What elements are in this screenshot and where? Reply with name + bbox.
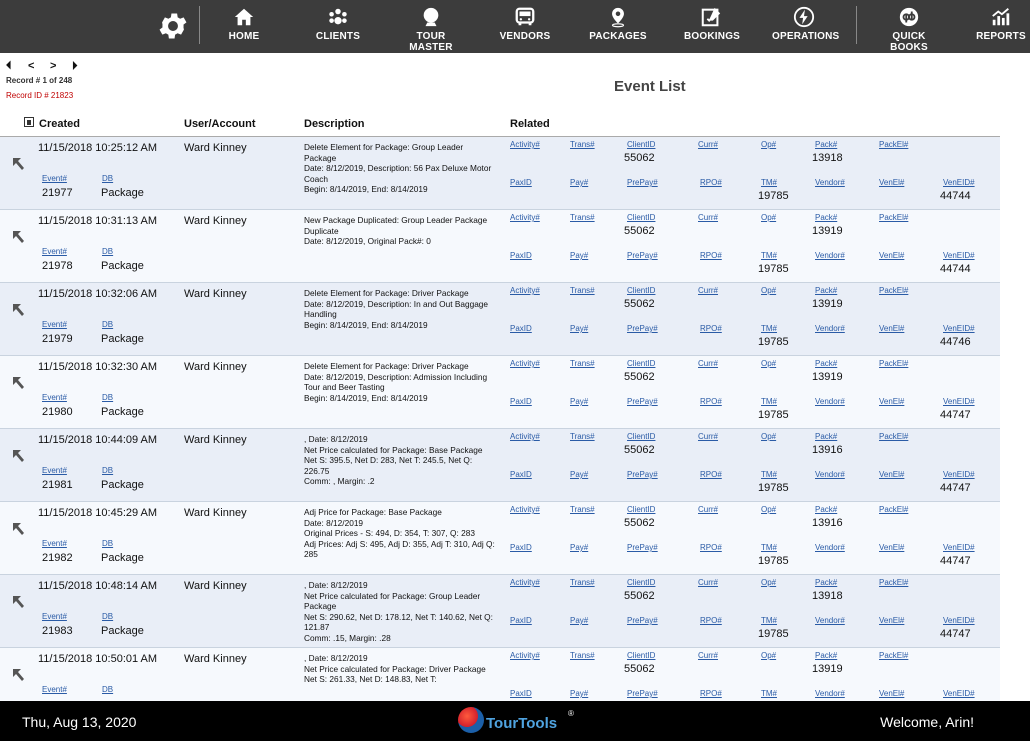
activity-link[interactable]: Activity# [510, 505, 540, 514]
nav-quick-books[interactable] [874, 6, 944, 53]
paxid-link[interactable]: PaxID [510, 543, 532, 552]
db-name: Package [101, 552, 144, 564]
paxid-link[interactable]: PaxID [510, 324, 532, 333]
pack-value: 13919 [812, 371, 843, 383]
description-text: New Package Duplicated: Group Leader Package Duplicate Date: 8/12/2019, Original Pack#: 0 [304, 215, 488, 246]
first-record-button[interactable]: ⏴ [6, 59, 12, 72]
description-text: Delete Element for Package: Driver Package Date: 8/12/2019, Description: Admission Including Tour and Beer Tasting Begin: 8/14/2019, End: 8/14/2019 [304, 361, 488, 403]
db-name: Package [101, 479, 144, 491]
vendor-link[interactable]: Vendor# [815, 178, 845, 187]
table-row[interactable] [0, 502, 1000, 575]
trans-link[interactable]: Trans# [570, 578, 595, 587]
column-description[interactable]: Description [304, 118, 365, 130]
op-link[interactable]: Op# [761, 578, 777, 587]
op-link[interactable]: Op# [761, 140, 777, 149]
user-account: Ward Kinney [184, 361, 247, 373]
curr-link[interactable]: Curr# [698, 213, 719, 222]
tm-value: 19785 [758, 190, 789, 202]
activity-link[interactable]: Activity# [510, 578, 540, 587]
op-link[interactable]: Op# [761, 432, 777, 441]
column-user-account[interactable]: User/Account [184, 118, 256, 130]
clientid-link[interactable]: ClientID [627, 213, 656, 222]
clientid-value: 55062 [624, 225, 655, 237]
activity-link[interactable]: Activity# [510, 213, 540, 222]
map-pin-icon [607, 6, 629, 28]
clientid-value: 55062 [624, 298, 655, 310]
gear-icon[interactable] [156, 9, 190, 43]
created-datetime: 11/15/2018 10:48:14 AM [38, 580, 158, 592]
column-headers [0, 116, 1030, 136]
home-icon [233, 6, 255, 28]
nav-tour-master-label: TOUR MASTER [409, 31, 453, 53]
open-record-arrow-icon[interactable] [11, 448, 25, 464]
pack-link[interactable]: Pack# [815, 432, 838, 441]
curr-link[interactable]: Curr# [698, 578, 719, 587]
created-datetime: 11/15/2018 10:32:30 AM [38, 361, 158, 373]
open-record-arrow-icon[interactable] [11, 594, 25, 610]
tourtools-logo [458, 707, 578, 737]
clientid-value: 55062 [624, 371, 655, 383]
table-row[interactable] [0, 283, 1000, 356]
user-account: Ward Kinney [184, 215, 247, 227]
pack-link[interactable]: Pack# [815, 505, 838, 514]
db-link[interactable]: DB [102, 685, 114, 694]
open-record-arrow-icon[interactable] [11, 229, 25, 245]
clientid-value: 55062 [624, 152, 655, 164]
db-name: Package [101, 260, 144, 272]
nav-bookings[interactable] [684, 6, 741, 48]
tm-link[interactable]: TM# [761, 324, 777, 333]
nav-reports-label: REPORTS [976, 31, 1026, 42]
rpo-link[interactable]: RPO# [700, 251, 722, 260]
event-number-link[interactable]: Event# [42, 466, 67, 475]
nav-vendors-label: VENDORS [499, 31, 551, 42]
user-account: Ward Kinney [184, 288, 247, 300]
clientid-link[interactable]: ClientID [627, 359, 656, 368]
paxid-link[interactable]: PaxID [510, 397, 532, 406]
tm-value: 19785 [758, 628, 789, 640]
prepay-link[interactable]: PrePay# [627, 689, 658, 698]
description-text: , Date: 8/12/2019 Net Price calculated for Package: Base Package Net S: 395.5, Net D: 283, Net T: 245.5, Net Q: 226.75 Comm: , Margin: .2 [304, 434, 483, 486]
prepay-link[interactable]: PrePay# [627, 324, 658, 333]
footer [0, 701, 1030, 741]
logo-text: TourTools [486, 715, 558, 732]
paxid-link[interactable]: PaxID [510, 616, 532, 625]
venel-link[interactable]: VenEl# [879, 470, 905, 479]
tm-link[interactable]: TM# [761, 251, 777, 260]
curr-link[interactable]: Curr# [698, 359, 719, 368]
user-account: Ward Kinney [184, 507, 247, 519]
veneid-link[interactable]: VenEID# [943, 689, 975, 698]
prepay-link[interactable]: PrePay# [627, 616, 658, 625]
venel-link[interactable]: VenEl# [879, 324, 905, 333]
created-datetime: 11/15/2018 10:45:29 AM [38, 507, 158, 519]
open-record-arrow-icon[interactable] [11, 302, 25, 318]
created-datetime: 11/15/2018 10:31:13 AM [38, 215, 158, 227]
db-link[interactable]: DB [102, 466, 114, 475]
event-number: 21981 [42, 479, 73, 491]
clientid-link[interactable]: ClientID [627, 140, 656, 149]
open-record-arrow-icon[interactable] [11, 521, 25, 537]
venel-link[interactable]: VenEl# [879, 543, 905, 552]
description-text: Delete Element for Package: Driver Package Date: 8/12/2019, Description: In and Out Baggage Handling Begin: 8/14/2019, End: 8/14/2019 [304, 288, 489, 330]
pay-link[interactable]: Pay# [570, 616, 589, 625]
veneid-link[interactable]: VenEID# [943, 616, 975, 625]
venel-link[interactable]: VenEl# [879, 689, 905, 698]
pack-value: 13918 [812, 152, 843, 164]
table-row[interactable] [0, 429, 1000, 502]
table-row[interactable] [0, 648, 1000, 701]
event-number: 21978 [42, 260, 73, 272]
rpo-link[interactable]: RPO# [700, 616, 722, 625]
packel-link[interactable]: PackEl# [879, 286, 909, 295]
pay-link[interactable]: Pay# [570, 470, 589, 479]
tm-value: 19785 [758, 482, 789, 494]
event-number-link[interactable]: Event# [42, 685, 67, 694]
paxid-link[interactable]: PaxID [510, 251, 532, 260]
footer-date: Thu, Aug 13, 2020 [22, 714, 137, 730]
last-record-button[interactable]: ⏵ [72, 59, 78, 72]
record-id: Record ID # 21823 [6, 91, 74, 100]
nav-home[interactable] [222, 6, 266, 48]
op-link[interactable]: Op# [761, 286, 777, 295]
pay-link[interactable]: Pay# [570, 689, 589, 698]
veneid-value: 44744 [940, 263, 971, 275]
clientid-value: 55062 [624, 444, 655, 456]
export-icon[interactable] [24, 117, 34, 127]
pack-value: 13919 [812, 225, 843, 237]
tm-value: 19785 [758, 409, 789, 421]
tour-master-icon [420, 6, 442, 28]
rpo-link[interactable]: RPO# [700, 397, 722, 406]
rpo-link[interactable]: RPO# [700, 324, 722, 333]
pay-link[interactable]: Pay# [570, 178, 589, 187]
pack-link[interactable]: Pack# [815, 286, 838, 295]
clientid-link[interactable]: ClientID [627, 286, 656, 295]
trans-link[interactable]: Trans# [570, 432, 595, 441]
vendor-link[interactable]: Vendor# [815, 543, 845, 552]
tm-link[interactable]: TM# [761, 689, 777, 698]
table-row[interactable] [0, 356, 1000, 429]
tm-link[interactable]: TM# [761, 616, 777, 625]
user-account: Ward Kinney [184, 653, 247, 665]
nav-vendors[interactable] [498, 6, 552, 48]
event-number: 21983 [42, 625, 73, 637]
db-link[interactable]: DB [102, 612, 114, 621]
rpo-link[interactable]: RPO# [700, 689, 722, 698]
open-record-arrow-icon[interactable] [11, 375, 25, 391]
nav-packages-label: PACKAGES [589, 31, 647, 42]
curr-link[interactable]: Curr# [698, 140, 719, 149]
vendor-link[interactable]: Vendor# [815, 470, 845, 479]
top-nav [0, 0, 1030, 53]
pay-link[interactable]: Pay# [570, 543, 589, 552]
event-number: 21982 [42, 552, 73, 564]
nav-divider [199, 6, 200, 44]
vendor-link[interactable]: Vendor# [815, 397, 845, 406]
clientid-link[interactable]: ClientID [627, 505, 656, 514]
paxid-link[interactable]: PaxID [510, 689, 532, 698]
trans-link[interactable]: Trans# [570, 359, 595, 368]
veneid-link[interactable]: VenEID# [943, 251, 975, 260]
table-row[interactable] [0, 137, 1000, 210]
quickbooks-icon [898, 6, 920, 28]
column-created[interactable]: Created [39, 118, 80, 130]
curr-link[interactable]: Curr# [698, 505, 719, 514]
veneid-link[interactable]: VenEID# [943, 397, 975, 406]
packel-link[interactable]: PackEl# [879, 213, 909, 222]
description-text: Adj Price for Package: Base Package Date: 8/12/2019 Original Prices - S: 494, D: 354, T: 307, Q: 283 Adj Prices: Adj S: 495, Adj D: 355, Adj T: 310, Adj Q: 285 [304, 507, 495, 559]
prepay-link[interactable]: PrePay# [627, 470, 658, 479]
venel-link[interactable]: VenEl# [879, 616, 905, 625]
veneid-value: 44746 [940, 336, 971, 348]
nav-tour-master[interactable] [394, 6, 468, 53]
event-number: 21979 [42, 333, 73, 345]
event-number-link[interactable]: Event# [42, 320, 67, 329]
nav-clients-label: CLIENTS [315, 31, 361, 42]
nav-bookings-label: BOOKINGS [684, 31, 741, 42]
venel-link[interactable]: VenEl# [879, 251, 905, 260]
packel-link[interactable]: PackEl# [879, 140, 909, 149]
table-row[interactable] [0, 210, 1000, 283]
nav-operations[interactable] [772, 6, 840, 48]
description-text: Delete Element for Package: Group Leader Package Date: 8/12/2019, Description: 56 Pax Deluxe Motor Coach Begin: 8/14/2019, End: 8/14/2019 [304, 142, 492, 194]
veneid-value: 44747 [940, 555, 971, 567]
pack-link[interactable]: Pack# [815, 651, 838, 660]
db-name: Package [101, 333, 144, 345]
pack-link[interactable]: Pack# [815, 359, 838, 368]
clientid-link[interactable]: ClientID [627, 432, 656, 441]
packel-link[interactable]: PackEl# [879, 432, 909, 441]
tm-value: 19785 [758, 263, 789, 275]
veneid-link[interactable]: VenEID# [943, 543, 975, 552]
db-name: Package [101, 187, 144, 199]
bus-icon [514, 6, 536, 28]
description-text: , Date: 8/12/2019 Net Price calculated for Package: Driver Package Net S: 261.33, Net D: 148.83, Net T: [304, 653, 486, 684]
pay-link[interactable]: Pay# [570, 251, 589, 260]
record-navigator [6, 58, 206, 100]
record-count: Record # 1 of 248 [6, 76, 73, 85]
paxid-link[interactable]: PaxID [510, 178, 532, 187]
db-name: Package [101, 625, 144, 637]
pack-value: 13919 [812, 298, 843, 310]
vendor-link[interactable]: Vendor# [815, 324, 845, 333]
user-account: Ward Kinney [184, 142, 247, 154]
trans-link[interactable]: Trans# [570, 651, 595, 660]
activity-link[interactable]: Activity# [510, 359, 540, 368]
next-record-button[interactable]: > [50, 60, 57, 72]
nav-home-label: HOME [228, 31, 260, 42]
activity-link[interactable]: Activity# [510, 651, 540, 660]
veneid-link[interactable]: VenEID# [943, 324, 975, 333]
event-list [0, 137, 1000, 701]
activity-link[interactable]: Activity# [510, 286, 540, 295]
nav-packages[interactable] [588, 6, 648, 48]
rpo-link[interactable]: RPO# [700, 178, 722, 187]
vendor-link[interactable]: Vendor# [815, 689, 845, 698]
packel-link[interactable]: PackEl# [879, 651, 909, 660]
previous-record-button[interactable]: < [28, 60, 35, 72]
packel-link[interactable]: PackEl# [879, 359, 909, 368]
veneid-value: 44747 [940, 409, 971, 421]
tm-value: 19785 [758, 555, 789, 567]
clientid-link[interactable]: ClientID [627, 651, 656, 660]
trans-link[interactable]: Trans# [570, 286, 595, 295]
tm-link[interactable]: TM# [761, 397, 777, 406]
user-account: Ward Kinney [184, 434, 247, 446]
reports-icon [990, 6, 1012, 28]
db-name: Package [101, 406, 144, 418]
nav-reports[interactable] [976, 6, 1026, 48]
description-text: , Date: 8/12/2019 Net Price calculated for Package: Group Leader Package Net S: 290.62, Net D: 178.12, Net T: 140.62, Net Q: 121.87 Comm: .15, Margin: .28 [304, 580, 493, 643]
globe-icon [458, 707, 484, 733]
curr-link[interactable]: Curr# [698, 432, 719, 441]
nav-clients[interactable] [312, 6, 364, 48]
prepay-link[interactable]: PrePay# [627, 251, 658, 260]
tm-link[interactable]: TM# [761, 470, 777, 479]
welcome-message: Welcome, Arin! [880, 714, 974, 730]
open-record-arrow-icon[interactable] [11, 667, 25, 683]
packel-link[interactable]: PackEl# [879, 578, 909, 587]
created-datetime: 11/15/2018 10:50:01 AM [38, 653, 158, 665]
clientid-value: 55062 [624, 590, 655, 602]
pack-link[interactable]: Pack# [815, 578, 838, 587]
veneid-value: 44744 [940, 190, 971, 202]
page-title: Event List [614, 78, 686, 95]
veneid-value: 44747 [940, 482, 971, 494]
event-number-link[interactable]: Event# [42, 247, 67, 256]
registered-mark: ® [568, 709, 574, 718]
prepay-link[interactable]: PrePay# [627, 178, 658, 187]
trans-link[interactable]: Trans# [570, 140, 595, 149]
clientid-link[interactable]: ClientID [627, 578, 656, 587]
trans-link[interactable]: Trans# [570, 213, 595, 222]
pack-value: 13916 [812, 444, 843, 456]
db-link[interactable]: DB [102, 174, 114, 183]
bookings-icon [700, 6, 722, 28]
veneid-value: 44747 [940, 628, 971, 640]
activity-link[interactable]: Activity# [510, 432, 540, 441]
pay-link[interactable]: Pay# [570, 324, 589, 333]
table-row[interactable] [0, 575, 1000, 648]
vendor-link[interactable]: Vendor# [815, 616, 845, 625]
event-number-link[interactable]: Event# [42, 539, 67, 548]
created-datetime: 11/15/2018 10:32:06 AM [38, 288, 158, 300]
db-link[interactable]: DB [102, 539, 114, 548]
nav-quick-books-label: QUICK BOOKS [890, 31, 928, 53]
event-number-link[interactable]: Event# [42, 393, 67, 402]
venel-link[interactable]: VenEl# [879, 178, 905, 187]
event-number: 21980 [42, 406, 73, 418]
user-account: Ward Kinney [184, 580, 247, 592]
op-link[interactable]: Op# [761, 213, 777, 222]
db-link[interactable]: DB [102, 393, 114, 402]
clients-icon [327, 6, 349, 28]
activity-link[interactable]: Activity# [510, 140, 540, 149]
rpo-link[interactable]: RPO# [700, 470, 722, 479]
db-link[interactable]: DB [102, 247, 114, 256]
pack-value: 13918 [812, 590, 843, 602]
nav-divider [856, 6, 857, 44]
op-link[interactable]: Op# [761, 505, 777, 514]
rpo-link[interactable]: RPO# [700, 543, 722, 552]
pay-link[interactable]: Pay# [570, 397, 589, 406]
pack-link[interactable]: Pack# [815, 213, 838, 222]
db-link[interactable]: DB [102, 320, 114, 329]
pack-value: 13919 [812, 663, 843, 675]
bolt-icon [793, 6, 815, 28]
clientid-value: 55062 [624, 517, 655, 529]
vendor-link[interactable]: Vendor# [815, 251, 845, 260]
open-record-arrow-icon[interactable] [11, 156, 25, 172]
pack-link[interactable]: Pack# [815, 140, 838, 149]
paxid-link[interactable]: PaxID [510, 470, 532, 479]
op-link[interactable]: Op# [761, 651, 777, 660]
tm-value: 19785 [758, 336, 789, 348]
trans-link[interactable]: Trans# [570, 505, 595, 514]
veneid-link[interactable]: VenEID# [943, 178, 975, 187]
event-number-link[interactable]: Event# [42, 612, 67, 621]
prepay-link[interactable]: PrePay# [627, 397, 658, 406]
venel-link[interactable]: VenEl# [879, 397, 905, 406]
event-number-link[interactable]: Event# [42, 174, 67, 183]
pack-value: 13916 [812, 517, 843, 529]
column-related: Related [510, 118, 550, 130]
clientid-value: 55062 [624, 663, 655, 675]
veneid-link[interactable]: VenEID# [943, 470, 975, 479]
curr-link[interactable]: Curr# [698, 651, 719, 660]
tm-link[interactable]: TM# [761, 543, 777, 552]
created-datetime: 11/15/2018 10:44:09 AM [38, 434, 158, 446]
packel-link[interactable]: PackEl# [879, 505, 909, 514]
event-number: 21977 [42, 187, 73, 199]
prepay-link[interactable]: PrePay# [627, 543, 658, 552]
created-datetime: 11/15/2018 10:25:12 AM [38, 142, 158, 154]
nav-operations-label: OPERATIONS [772, 31, 840, 42]
curr-link[interactable]: Curr# [698, 286, 719, 295]
op-link[interactable]: Op# [761, 359, 777, 368]
tm-link[interactable]: TM# [761, 178, 777, 187]
